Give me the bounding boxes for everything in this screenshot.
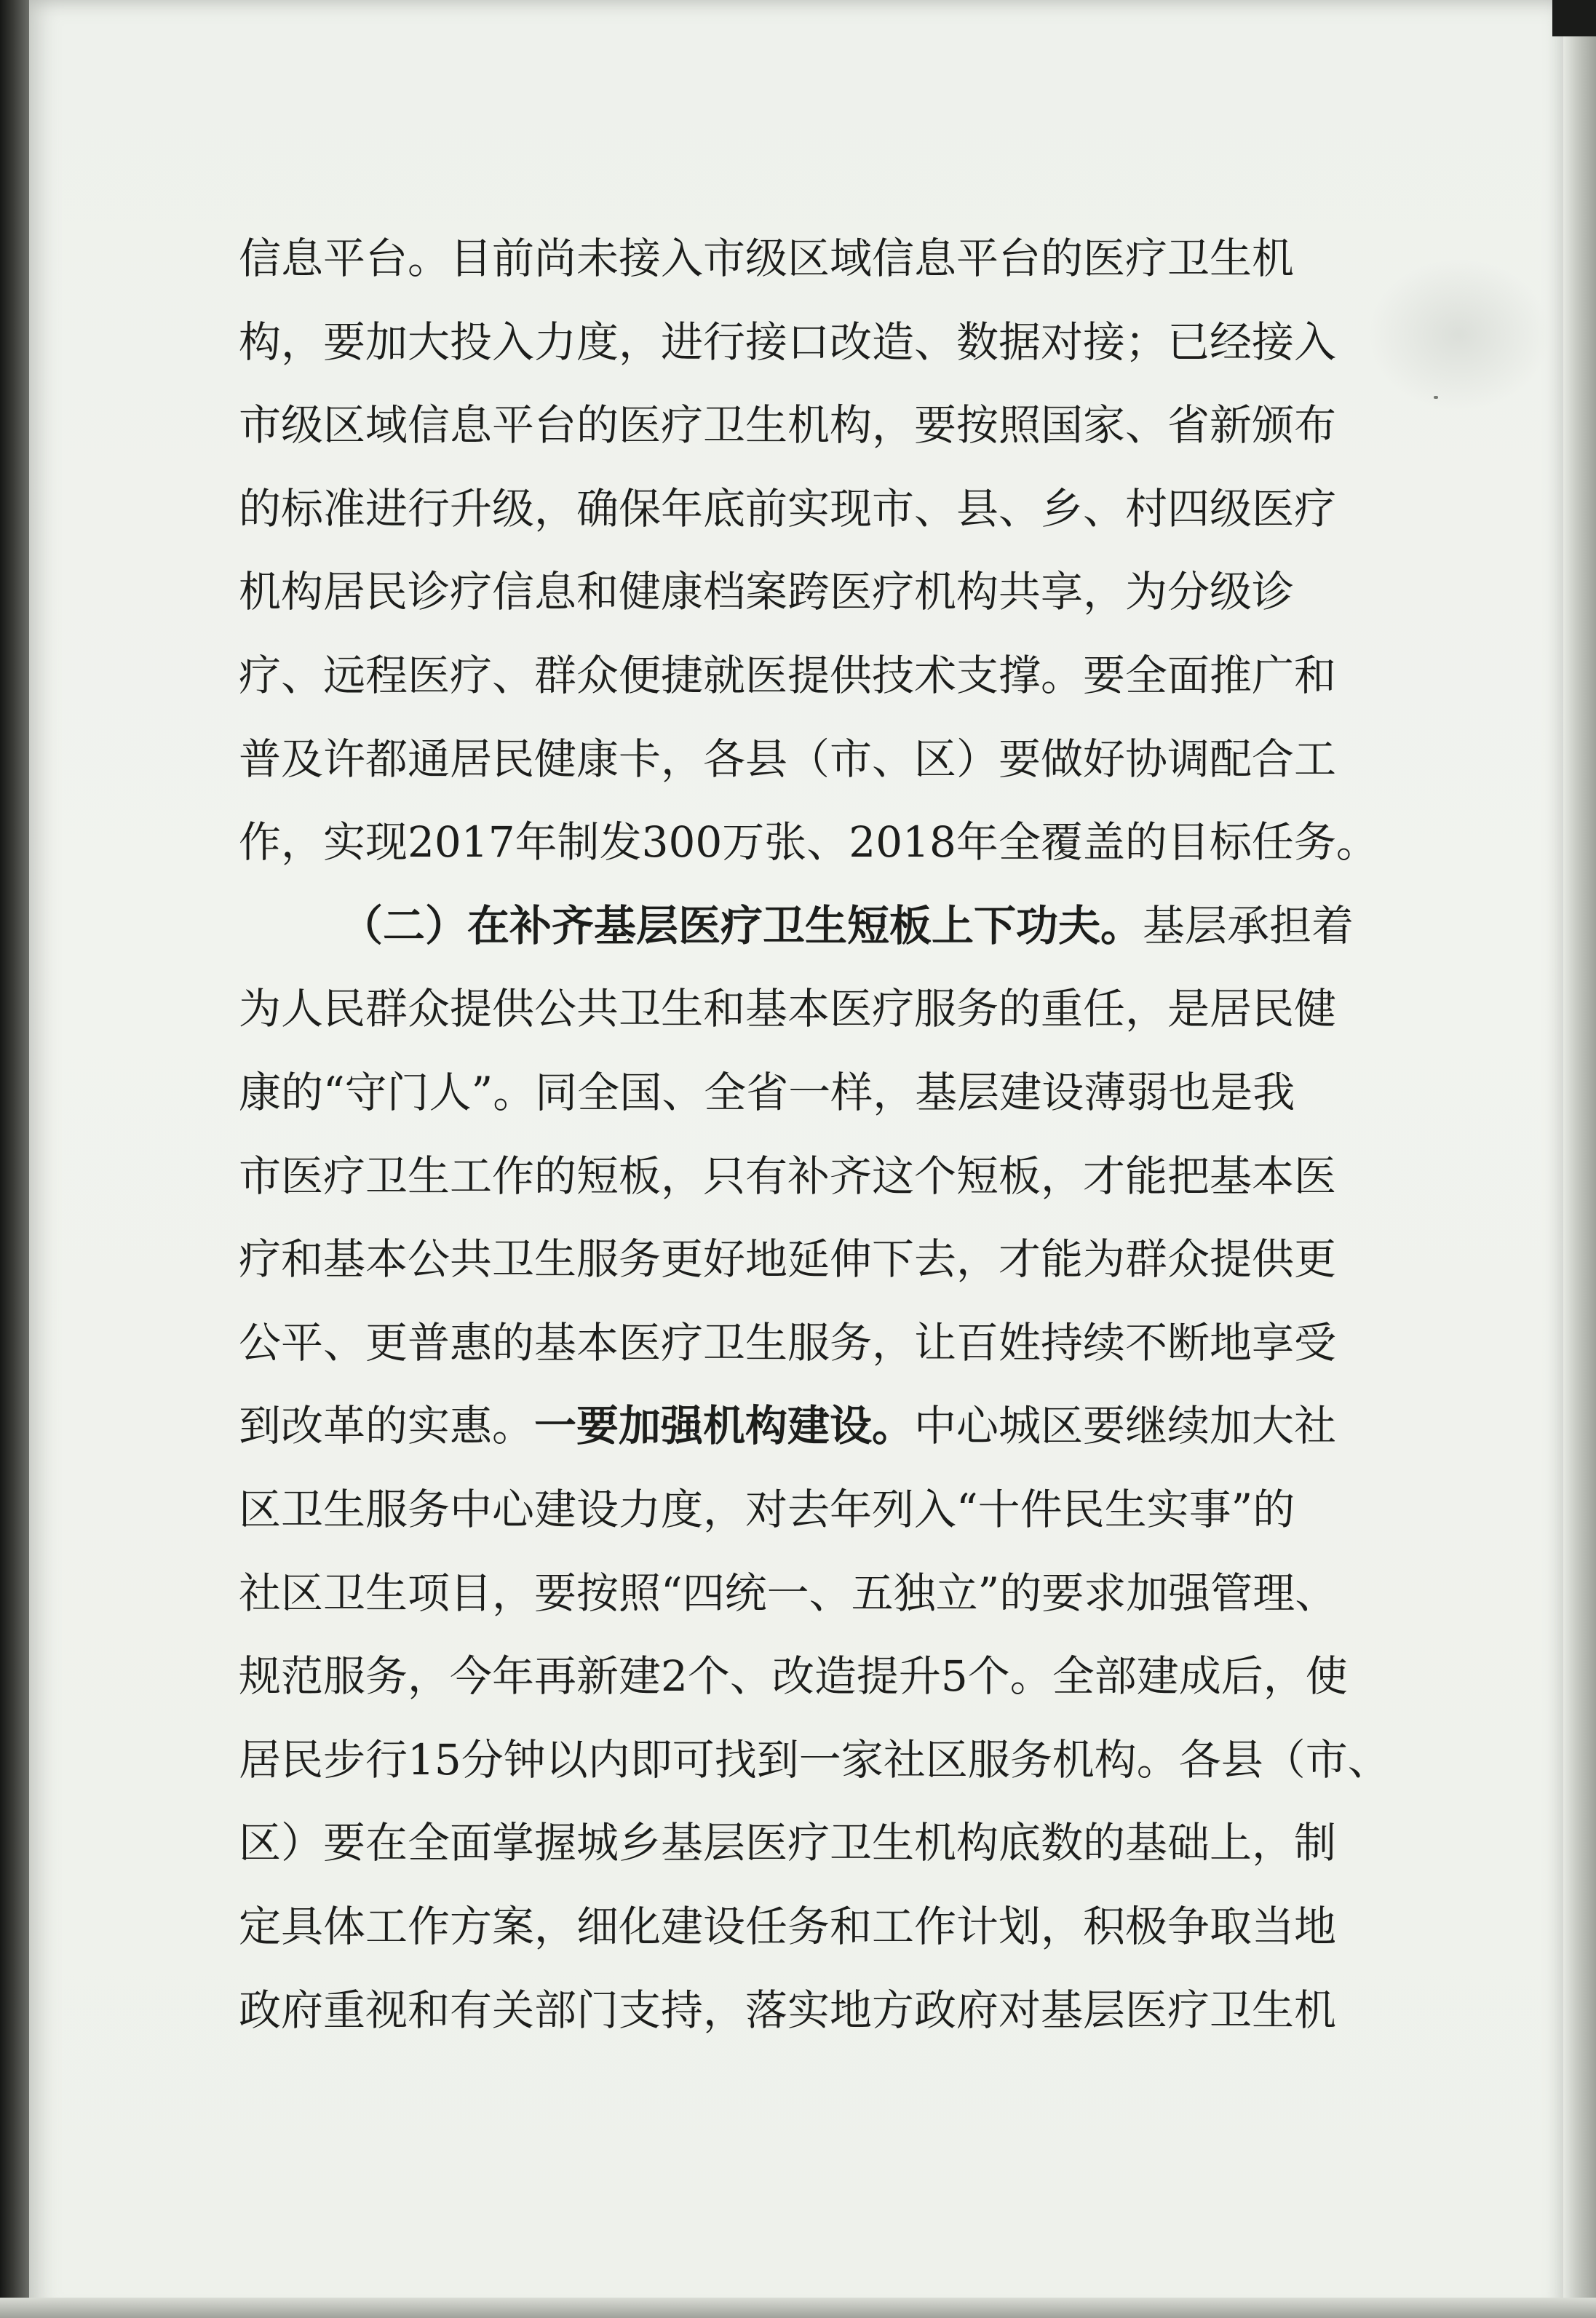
speck-mark bbox=[1434, 396, 1438, 399]
page-bottom-edge bbox=[0, 2298, 1596, 2318]
text-segment: 政府重视和有关部门支持，落实地方政府对基层医疗卫生机 bbox=[239, 1985, 1337, 2035]
page-corner-shadow bbox=[1552, 0, 1596, 36]
text-line bbox=[239, 1985, 1336, 2036]
text-line bbox=[239, 483, 1336, 534]
text-line bbox=[239, 1317, 1336, 1368]
text-segment: 定具体工作方案，细化建设任务和工作计划，积极争取当地 bbox=[239, 1902, 1337, 1951]
text-line bbox=[239, 1901, 1336, 1952]
text-line bbox=[239, 1568, 1337, 1619]
text-segment: 普及许都通居民健康卡，各县（市、区）要做好协调配合工 bbox=[239, 734, 1337, 784]
text-segment: 到改革的实惠。 bbox=[239, 1401, 535, 1450]
text-segment: 居民步行15分钟以内即可找到一家社区服务机构。各县（市、 bbox=[239, 1735, 1390, 1785]
text-line bbox=[239, 1067, 1295, 1118]
text-segment: 疗、远程医疗、群众便捷就医提供技术支撑。要全面推广和 bbox=[239, 651, 1337, 700]
text-segment: 区）要在全面掌握城乡基层医疗卫生机构底数的基础上，制 bbox=[239, 1818, 1337, 1868]
text-segment: 为人民群众提供公共卫生和基本医疗服务的重任，是居民健 bbox=[239, 984, 1337, 1033]
text-line bbox=[239, 900, 1354, 951]
text-segment: 中心城区要继续加大社 bbox=[914, 1401, 1337, 1450]
text-segment: 市级区域信息平台的医疗卫生机构，要按照国家、省新颁布 bbox=[239, 400, 1337, 450]
text-segment: 公平、更普惠的基本医疗卫生服务，让百姓持续不断地享受 bbox=[239, 1318, 1337, 1368]
text-segment: 机构居民诊疗信息和健康档案跨医疗机构共享，为分级诊 bbox=[239, 567, 1295, 616]
text-segment: 作，实现2017年制发300万张、2018年全覆盖的目标任务。 bbox=[239, 817, 1378, 867]
text-segment: 基层承担着 bbox=[1143, 901, 1354, 950]
bold-heading-segment: 一要加强机构建设。 bbox=[534, 1401, 915, 1450]
show-through-smudge bbox=[1368, 258, 1550, 411]
text-segment: 规范服务，今年再新建2个、改造提升5个。全部建成后，使 bbox=[239, 1651, 1348, 1701]
text-segment: 区卫生服务中心建设力度，对去年列入“十件民生实事”的 bbox=[239, 1485, 1295, 1534]
text-line bbox=[239, 1651, 1348, 1702]
text-line bbox=[239, 734, 1336, 785]
text-line bbox=[239, 1400, 1336, 1451]
text-segment: 构，要加大投入力度，进行接口改造、数据对接；已经接入 bbox=[239, 317, 1337, 367]
text-line bbox=[239, 317, 1336, 368]
text-line bbox=[239, 983, 1336, 1034]
page-right-edge bbox=[1563, 0, 1596, 2318]
text-line bbox=[239, 817, 1378, 868]
text-segment: 信息平台。目前尚未接入市级区域信息平台的医疗卫生机 bbox=[239, 234, 1295, 283]
bold-heading-segment: （二）在补齐基层医疗卫生短板上下功夫。 bbox=[341, 901, 1143, 950]
text-line bbox=[239, 1817, 1336, 1868]
text-segment: 市医疗卫生工作的短板，只有补齐这个短板，才能把基本医 bbox=[239, 1151, 1337, 1201]
text-line bbox=[239, 1151, 1336, 1202]
text-line bbox=[239, 1234, 1336, 1285]
text-segment: 的标准进行升级，确保年底前实现市、县、乡、村四级医疗 bbox=[239, 484, 1337, 533]
text-line bbox=[239, 233, 1294, 284]
text-line bbox=[239, 1734, 1390, 1785]
text-line bbox=[239, 650, 1336, 701]
text-line bbox=[239, 566, 1294, 617]
text-segment: 疗和基本公共卫生服务更好地延伸下去，才能为群众提供更 bbox=[239, 1234, 1337, 1284]
text-segment: 社区卫生项目，要按照“四统一、五独立”的要求加强管理、 bbox=[239, 1568, 1338, 1618]
text-line bbox=[239, 1484, 1295, 1535]
text-line bbox=[239, 400, 1336, 450]
text-segment: 康的“守门人”。同全国、全省一样，基层建设薄弱也是我 bbox=[239, 1068, 1295, 1117]
